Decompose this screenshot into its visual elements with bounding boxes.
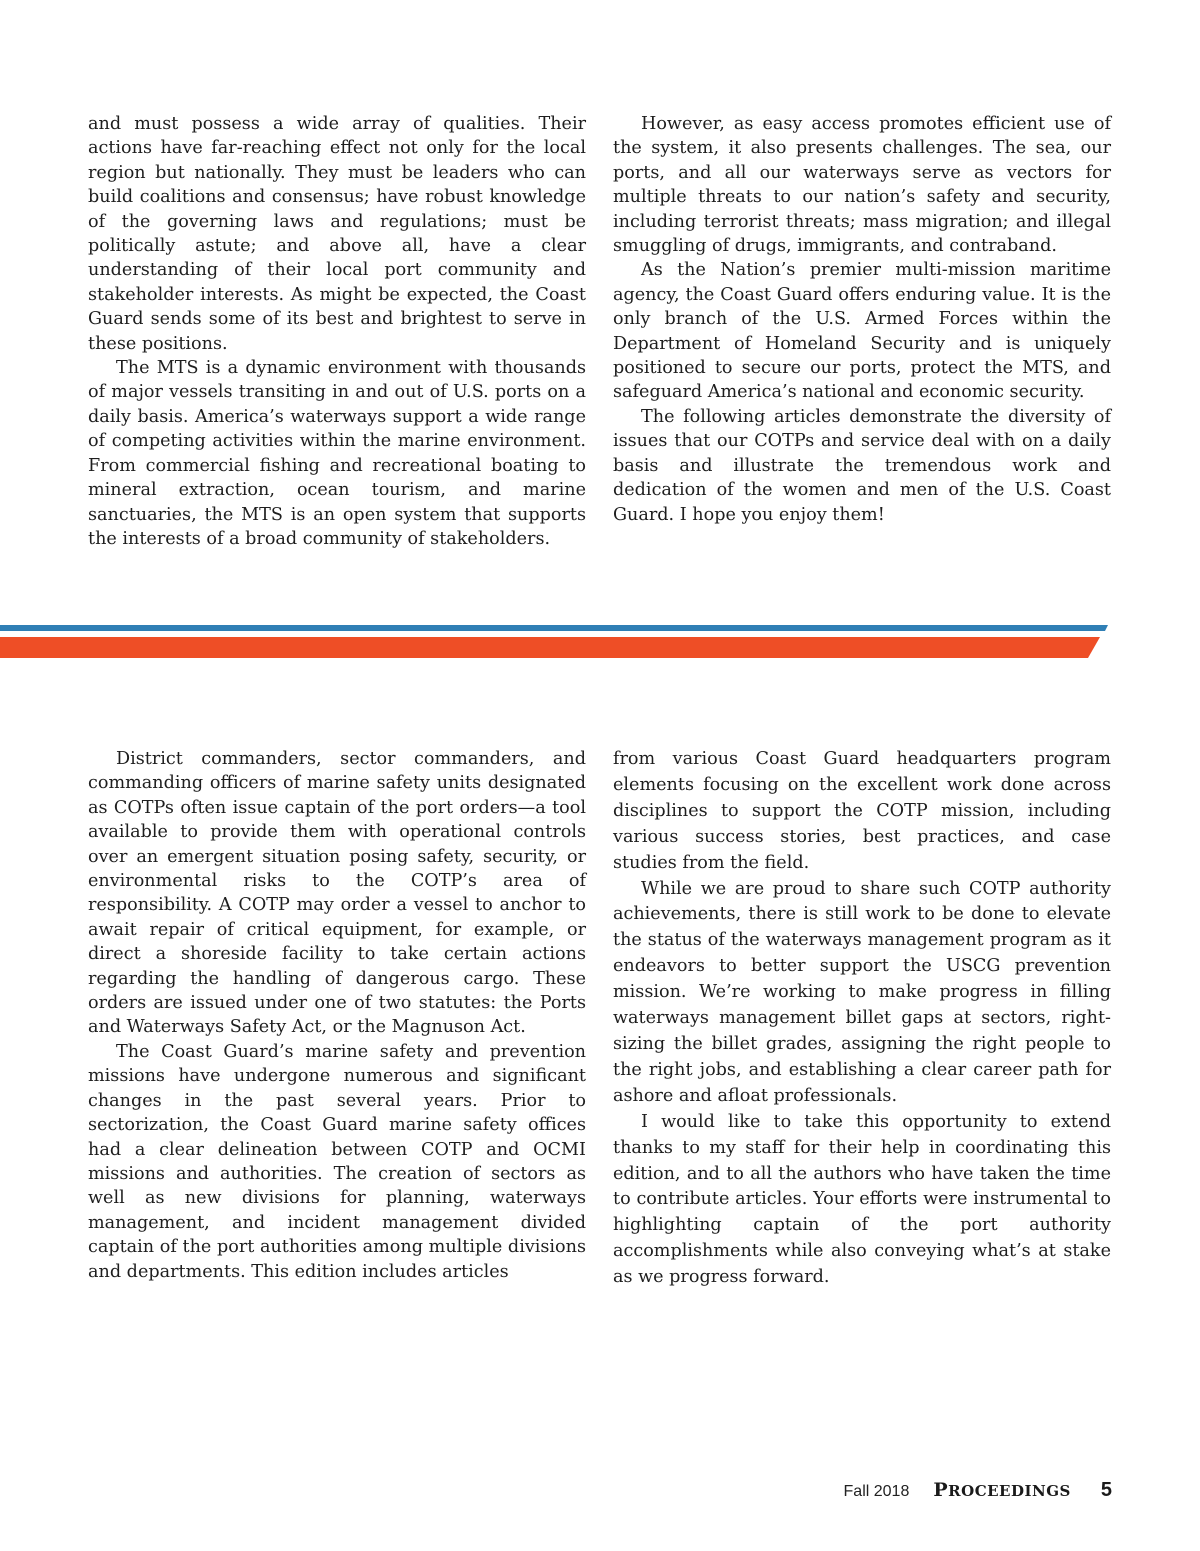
paragraph: While we are proud to share such COTP authority achievements, there is still work to be done to elevate the status of the waterways management program as it endeavors to better support the USCG prevention mission. We’re working to make progress in filling waterways management billet gaps at sectors, right-sizing the billet grades, assigning the right people to the right jobs, and establishing a clear career path for ashore and afloat professionals. [613,878,1111,1106]
issue-label: Fall 2018 [843,1483,910,1500]
page-number: 5 [1100,1479,1112,1501]
paragraph: As the Nation’s premier multi-mission maritime agency, the Coast Guard offers enduring value. It is the only branch of the U.S. Armed Forces within the Department of Homeland Security and is uniquely positioned to secure our ports, protect the MTS, and safeguard America’s national and economic security. [613,260,1111,403]
paragraph: The MTS is a dynamic environment with thousands of major vessels transiting in and out of U.S. ports on a daily basis. America’s waterways support a wide range of competing activities within the marine environment. From commercial fishing and recreational boating to mineral extraction, ocean tourism, and marine sanctuaries, the MTS is an open system that supports the interests of a broad community of stakeholders. [88,358,586,549]
magazine-title [933,1479,1071,1501]
paragraph: from various Coast Guard headquarters program elements focusing on the excellent work done across disciplines to support the COTP mission, including various success stories, best practices, and case studies from the field. [613,749,1111,873]
top-right-column [613,112,1111,527]
paragraph: and must possess a wide array of qualities. Their actions have far-reaching effect not only for the local region but nationally. They must be leaders who can build coalitions and consensus; have robust knowledge of the governing laws and regulations; must be politically astute; and above all, have a clear understanding of their local port community and stakeholder interests. As might be expected, the Coast Guard sends some of its best and brightest to serve in these positions. [88,114,586,354]
bottom-left-column [88,747,586,1284]
paragraph: The following articles demonstrate the diversity of issues that our COTPs and service deal with on a daily basis and illustrate the tremendous work and dedication of the women and men of the U.S. Coast Guard. I hope you enjoy them! [613,406,1111,525]
bottom-right-column [613,747,1111,1291]
magazine-title-initial: P [933,1479,949,1501]
blue-stripe [0,625,1108,631]
paragraph: District commanders, sector commanders, and commanding officers of marine safety units designated as COTPs often issue captain of the port orders—a tool available to provide them with operational controls over an emergent situation posing safety, security, or environmental risks to the COTP’s area of responsibility. A COTP may order a vessel to anchor to await repair of critical equipment, for example, or direct a shoreside facility to take certain actions regarding the handling of dangerous cargo. These orders are issued under one of two statutes: the Ports and Waterways Safety Act, or the Magnuson Act. [88,749,586,1038]
decorative-stripes [0,620,1120,660]
paragraph: The Coast Guard’s marine safety and prevention missions have undergone numerous and significant changes in the past several years. Prior to sectorization, the Coast Guard marine safety offices had a clear delineation between COTP and OCMI missions and authorities. The creation of sectors as well as new divisions for planning, waterways management, and incident management divided captain of the port authorities among multiple divisions and departments. This edition includes articles [88,1041,586,1282]
orange-stripe [0,637,1100,658]
magazine-title-rest: ROCEEDINGS [948,1482,1071,1500]
paragraph: I would like to take this opportunity to extend thanks to my staff for their help in coordinating this edition, and to all the authors who have taken the time to contribute articles. Your efforts were instrumental to highlighting captain of the port authority accomplishments while also conveying what’s at stake as we progress forward. [613,1111,1111,1288]
paragraph: However, as easy access promotes efficient use of the system, it also presents challenges. The sea, our ports, and all our waterways serve as vectors for multiple threats to our nation’s safety and security, including terrorist threats; mass migration; and illegal smuggling of drugs, immigrants, and contraband. [613,114,1111,257]
top-left-column [88,112,586,551]
page-footer [844,1479,1112,1509]
